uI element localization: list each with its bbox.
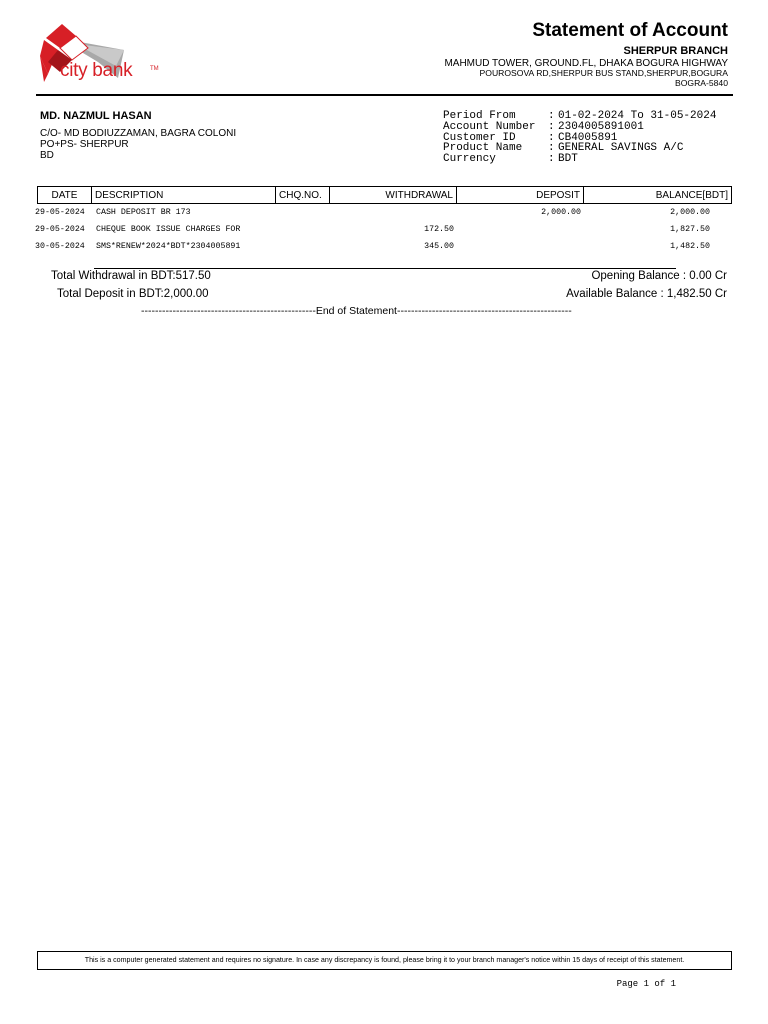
info-value: BDT bbox=[558, 153, 578, 165]
table-row bbox=[35, 206, 735, 223]
header-divider bbox=[36, 94, 733, 96]
transactions-table bbox=[37, 186, 732, 204]
branch-name: SHERPUR BRANCH bbox=[623, 45, 728, 57]
cell-description: SMS*RENEW*2024*BDT*2304005891 bbox=[96, 242, 241, 251]
cell-withdrawal: 345.00 bbox=[424, 242, 454, 251]
info-label: Product Name bbox=[443, 142, 523, 154]
col-header-withdrawal: WITHDRAWAL bbox=[330, 187, 457, 204]
disclaimer-box: This is a computer generated statement and requires no signature. In case any discrepancy is found, please bring it to your branch manager's notice within 15 days of receipt of this statement. bbox=[37, 951, 732, 970]
cell-balance: 1,482.50 bbox=[670, 242, 710, 251]
customer-address-line: BD bbox=[40, 150, 54, 161]
cell-date: 29-05-2024 bbox=[35, 208, 85, 217]
customer-address-line: C/O- MD BODIUZZAMAN, BAGRA COLONI bbox=[40, 128, 237, 139]
cell-withdrawal: 172.50 bbox=[424, 225, 454, 234]
total-deposit: Total Deposit in BDT:2,000.00 bbox=[57, 288, 209, 300]
cell-description: CASH DEPOSIT BR 173 bbox=[96, 208, 191, 217]
cell-date: 30-05-2024 bbox=[35, 242, 85, 251]
branch-address-line1: MAHMUD TOWER, GROUND.FL, DHAKA BOGURA HIGHWAY bbox=[444, 58, 728, 69]
account-info-period: Period From : 01-02-2024 To 31-05-2024 bbox=[443, 110, 717, 122]
opening-balance: Opening Balance : 0.00 Cr bbox=[591, 270, 727, 282]
trademark-mark: TM bbox=[150, 66, 159, 72]
cell-description: CHEQUE BOOK ISSUE CHARGES FOR bbox=[96, 225, 241, 234]
col-header-balance: BALANCE[BDT] bbox=[584, 187, 732, 204]
statement-title: Statement of Account bbox=[532, 20, 728, 41]
table-row bbox=[35, 223, 735, 240]
page-number: Page 1 of 1 bbox=[616, 979, 676, 989]
col-header-date: DATE bbox=[38, 187, 92, 204]
col-header-description: DESCRIPTION bbox=[92, 187, 276, 204]
account-info-product: Product Name : GENERAL SAVINGS A/C bbox=[443, 142, 684, 154]
info-value: 01-02-2024 To 31-05-2024 bbox=[558, 110, 717, 122]
total-withdrawal: Total Withdrawal in BDT:517.50 bbox=[51, 270, 211, 282]
info-label: Customer ID bbox=[443, 132, 516, 144]
branch-address-line2: POUROSOVA RD,SHERPUR BUS STAND,SHERPUR,BOGURA bbox=[479, 68, 728, 78]
col-header-deposit: DEPOSIT bbox=[457, 187, 584, 204]
info-value: CB4005891 bbox=[558, 132, 618, 144]
cell-balance: 2,000.00 bbox=[670, 208, 710, 217]
customer-name: MD. NAZMUL HASAN bbox=[40, 110, 152, 122]
cell-date: 29-05-2024 bbox=[35, 225, 85, 234]
cell-balance: 1,827.50 bbox=[670, 225, 710, 234]
col-header-chq-no: CHQ.NO. bbox=[276, 187, 330, 204]
info-label: Period From bbox=[443, 110, 516, 122]
brand-wordmark: city bank bbox=[60, 60, 133, 81]
table-header-row bbox=[38, 187, 732, 204]
info-value: GENERAL SAVINGS A/C bbox=[558, 142, 684, 154]
table-row bbox=[35, 240, 735, 257]
account-info-currency: Currency : BDT bbox=[443, 153, 578, 165]
customer-address-line: PO+PS- SHERPUR bbox=[40, 139, 129, 150]
info-label: Currency bbox=[443, 153, 496, 165]
info-label: Account Number bbox=[443, 121, 536, 133]
available-balance: Available Balance : 1,482.50 Cr bbox=[566, 288, 727, 300]
account-info-customer-id: Customer ID : CB4005891 bbox=[443, 132, 618, 144]
account-info-number: Account Number : 2304005891001 bbox=[443, 121, 644, 133]
city-bank-logo bbox=[36, 16, 176, 92]
branch-address-line3: BOGRA-5840 bbox=[674, 78, 728, 88]
cell-deposit: 2,000.00 bbox=[541, 208, 581, 217]
summary-divider bbox=[94, 268, 676, 269]
info-value: 2304005891001 bbox=[558, 121, 644, 133]
end-of-statement: --------------------------------------------------End of Statement-------------------------------------------------- bbox=[141, 305, 572, 317]
